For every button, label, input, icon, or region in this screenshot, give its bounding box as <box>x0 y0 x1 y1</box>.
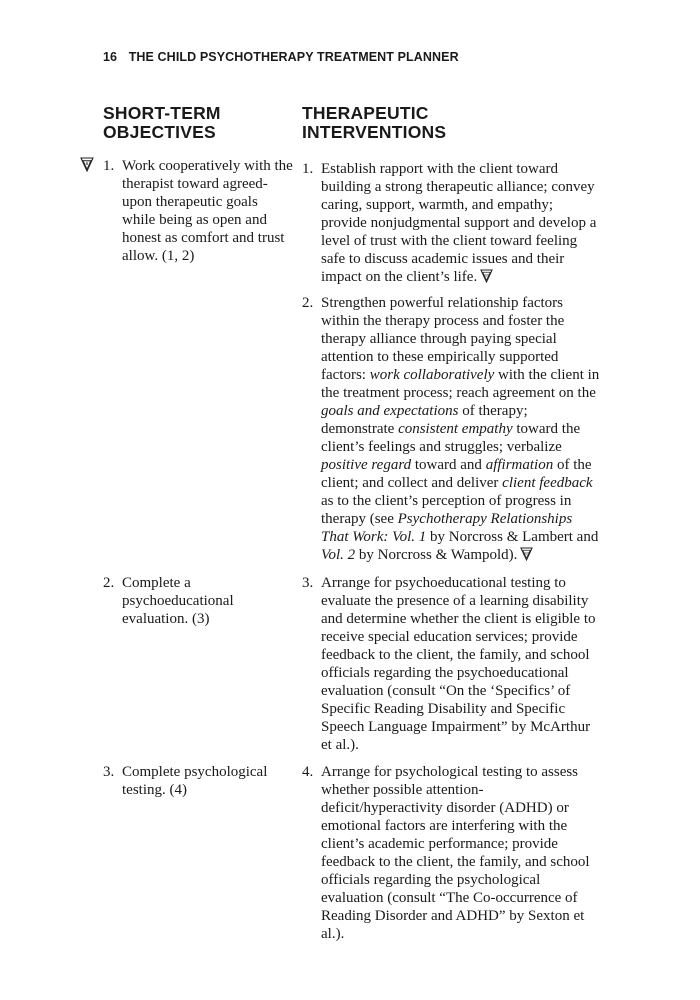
svg-text:EBT: EBT <box>523 551 531 556</box>
intervention-text: Strengthen powerful relationship factors within the therapy process and foster the therapy alliance through paying special attention to these empirically supported factors: <box>321 295 565 383</box>
evidence-based-treatment-icon <box>520 547 533 561</box>
objective-item <box>103 574 293 628</box>
evidence-based-treatment-icon <box>80 157 94 172</box>
intervention-item <box>302 763 602 943</box>
emphasis: client feedback <box>502 475 593 491</box>
interventions-heading-line2: INTERVENTIONS <box>302 122 447 142</box>
intervention-number: 1. <box>302 161 314 177</box>
intervention-text: by Norcross & Lambert and <box>426 529 599 545</box>
interventions-heading <box>302 104 446 142</box>
intervention-text: Establish rapport with the client toward building a strong therapeutic alliance; convey caring, support, warmth, and empathy; provide nonjudgmental support and develop a level of trust with the client toward feeling safe to discuss academic issues and their impact on the client’s life. <box>321 161 597 285</box>
intervention-text: of the client; and collect and deliver <box>321 457 592 491</box>
objective-number: 3. <box>103 764 115 780</box>
objective-text: Complete a psychoeducational evaluation. (3) <box>122 575 234 627</box>
intervention-number: 3. <box>302 575 314 591</box>
svg-text:EBT: EBT <box>483 273 491 278</box>
evidence-based-treatment-icon <box>480 269 493 283</box>
intervention-text: Arrange for psychological testing to assess whether possible attention-deficit/hyperactivity disorder (ADHD) or emotional factors are interfering with the client’s academic performance; provide feedback to the client, the family, and school officials regarding the psychological evaluation (consult “The Co-occurrence of Reading Disorder and ADHD” by Sexton et al.). <box>321 764 590 942</box>
objective-text: Work cooperatively with the therapist toward agreed-upon therapeutic goals while being as open and honest as comfort and trust allow. (1, 2) <box>122 158 293 264</box>
intervention-text: of therapy; demonstrate <box>321 403 528 437</box>
objective-number: 1. <box>103 158 115 174</box>
intervention-item <box>302 574 602 754</box>
objectives-heading-line1: SHORT-TERM <box>103 103 221 123</box>
intervention-number: 2. <box>302 295 314 311</box>
emphasis: consistent empathy <box>398 421 513 437</box>
intervention-text: as to the client’s perception of progress in therapy (see <box>321 493 572 527</box>
objective-text: Complete psychological testing. (4) <box>122 764 268 798</box>
intervention-text: by Norcross & Wampold). <box>355 547 518 563</box>
book-title-citation: Psychotherapy Relationships That Work: Vol. 1 <box>321 511 573 545</box>
intervention-item <box>302 160 602 286</box>
emphasis: affirmation <box>485 457 554 473</box>
running-head <box>103 50 459 64</box>
book-title: THE CHILD PSYCHOTHERAPY TREATMENT PLANNER <box>128 50 459 64</box>
intervention-text: toward the client’s feelings and struggles; verbalize <box>321 421 581 455</box>
objective-item <box>103 157 293 265</box>
svg-text:EBT: EBT <box>83 161 91 166</box>
emphasis: goals and expectations <box>321 403 459 419</box>
objectives-heading <box>103 104 221 142</box>
interventions-heading-line1: THERAPEUTIC <box>302 103 429 123</box>
intervention-text: toward and <box>411 457 486 473</box>
book-title-citation: Vol. 2 <box>321 547 356 563</box>
emphasis: work collaboratively <box>369 367 495 383</box>
intervention-number: 4. <box>302 764 314 780</box>
objective-item <box>103 763 293 799</box>
emphasis: positive regard <box>321 457 412 473</box>
objectives-heading-line2: OBJECTIVES <box>103 122 216 142</box>
intervention-item <box>302 294 602 564</box>
page-number: 16 <box>103 50 118 64</box>
intervention-text: with the client in the treatment process; reach agreement on the <box>321 367 600 401</box>
objective-number: 2. <box>103 575 115 591</box>
intervention-text: Arrange for psychoeducational testing to evaluate the presence of a learning disability and determine whether the client is eligible to receive special education services; provide feedback to the client, the family, and school officials regarding the psychoeducational evaluation (consult “On the ‘Specifics’ of Specific Reading Disability and Specific Speech Language Impairment” by McArthur et al.). <box>321 575 596 753</box>
